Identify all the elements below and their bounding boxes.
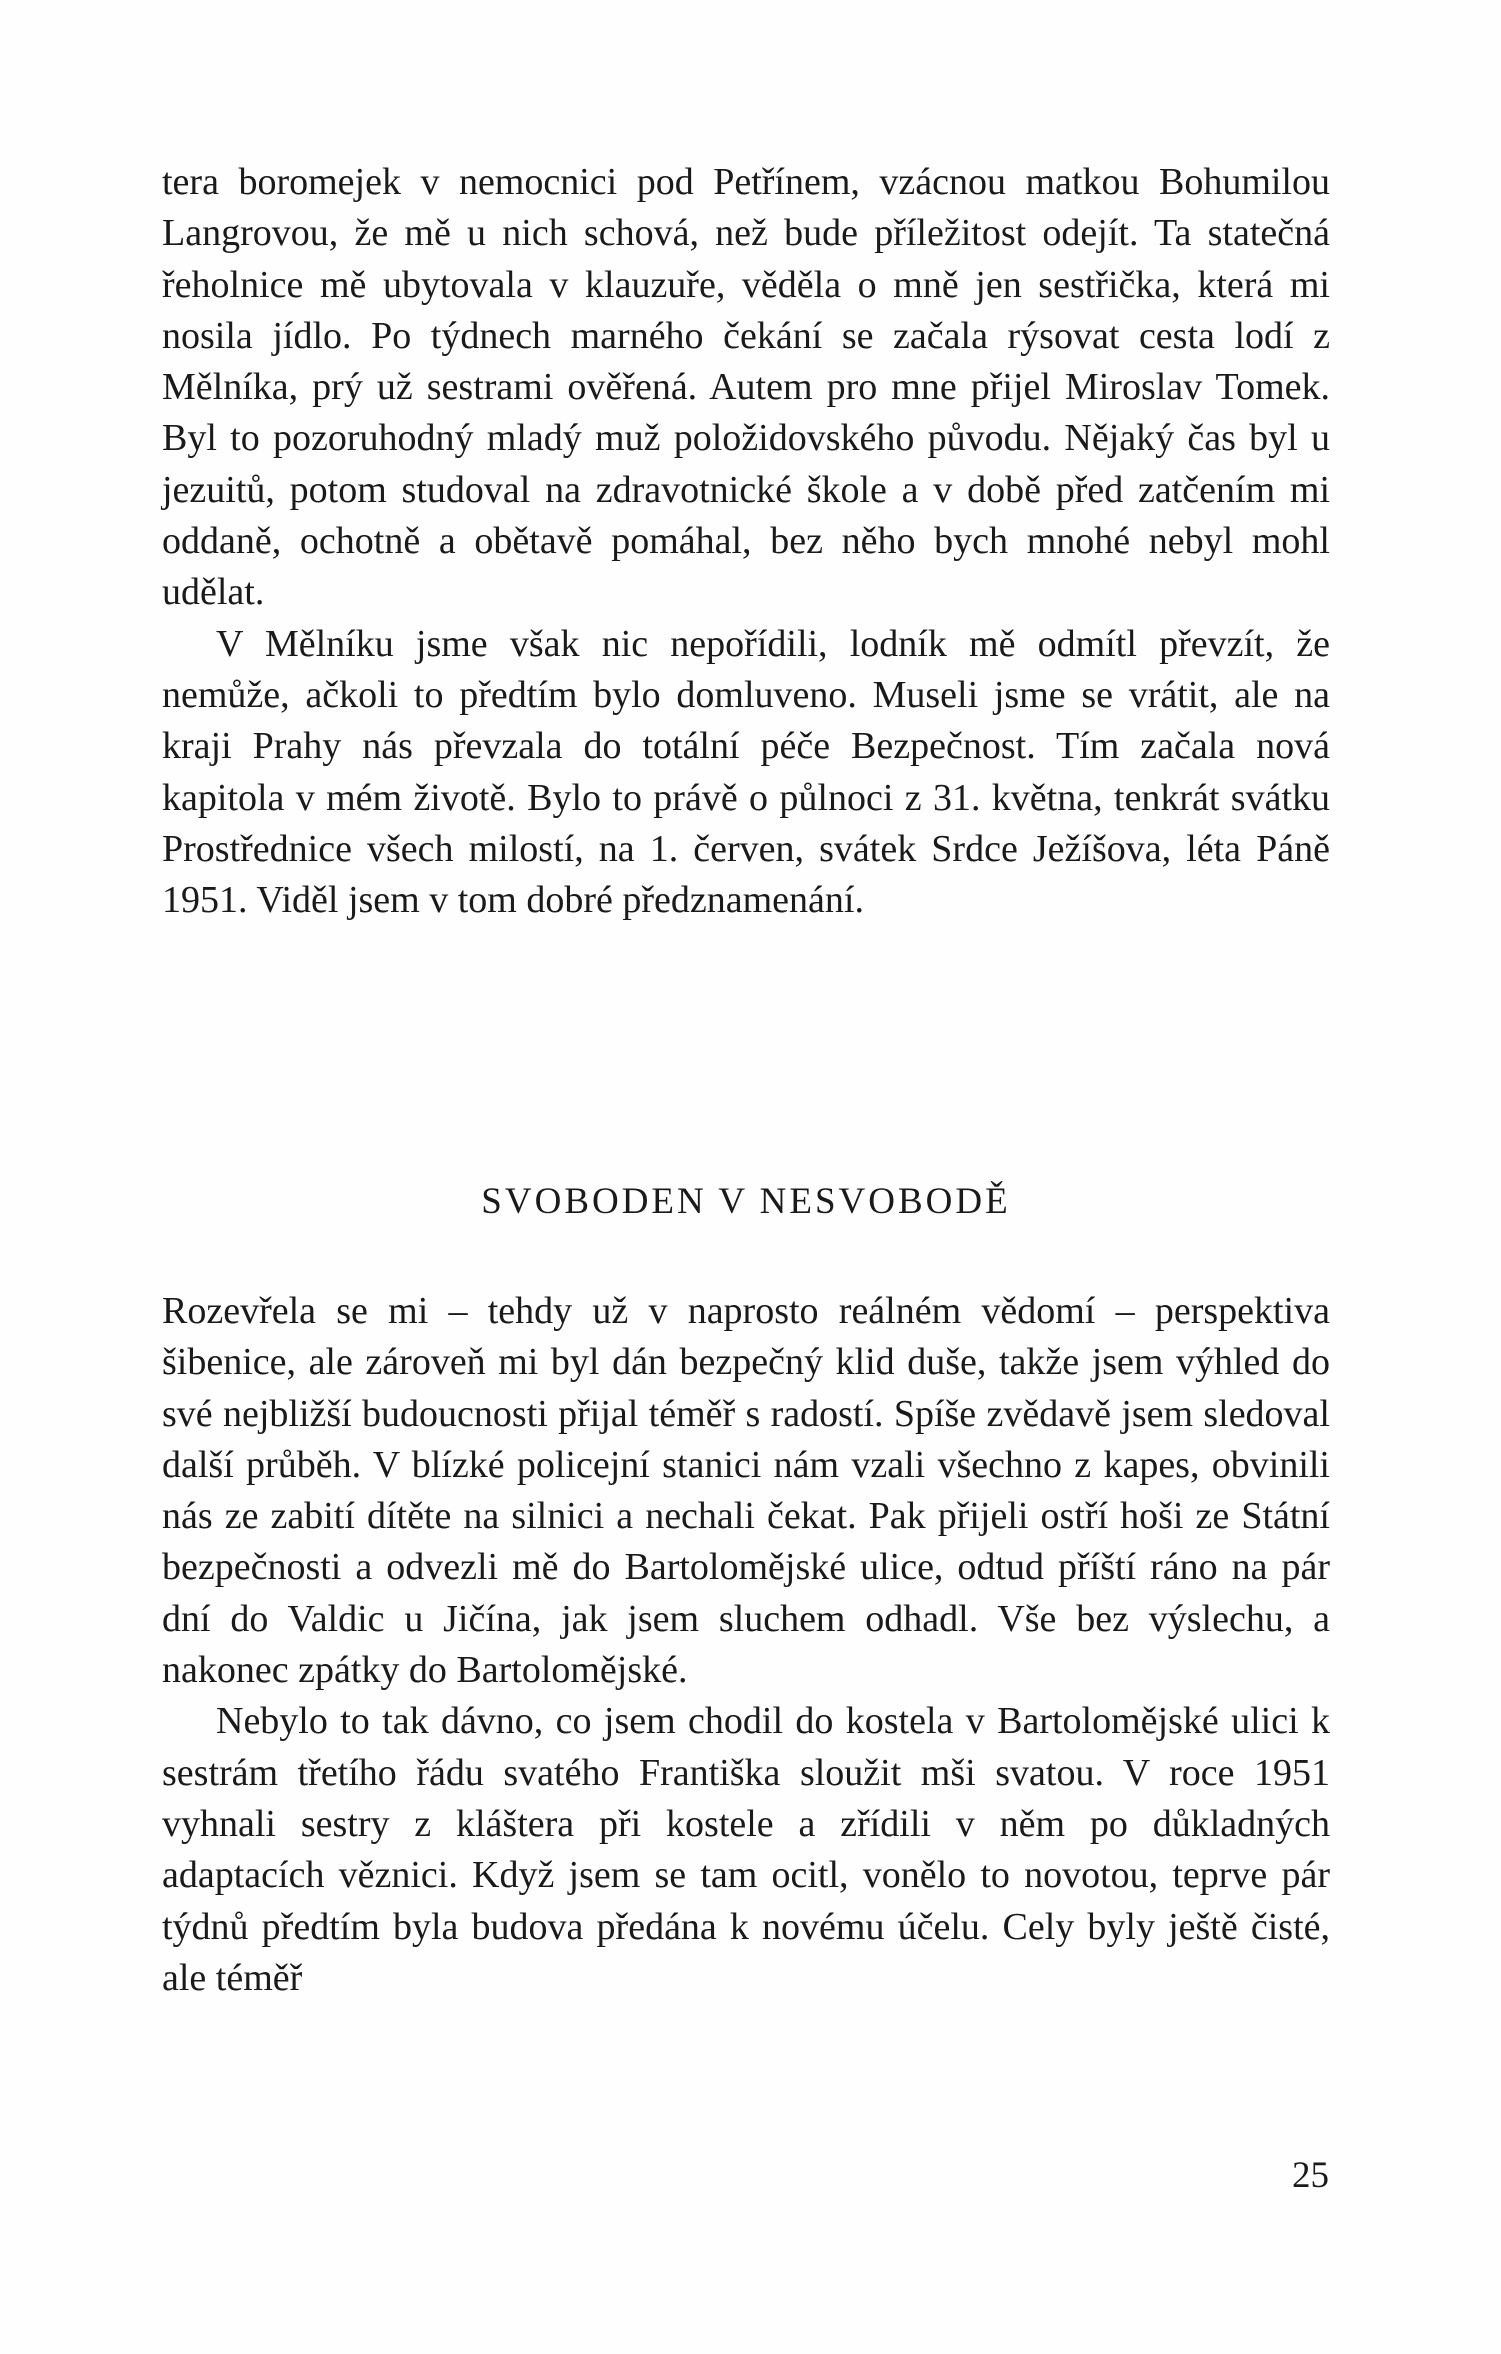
paragraph-melnik: V Mělníku jsme však nic nepořídili, lodník mě odmítl převzít, že nemůže, ačkoli to předtím bylo domluveno. Museli jsme se vrátit, ale na kraji Prahy nás převzala do totální péče Bezpečnost. Tím začala nová kapitola v mém životě. Bylo to právě o půlnoci z 31. května, tenkrát svátku Prostřednice všech milostí, na 1. červen, svátek Srdce Ježíšova, léta Páně 1951. Viděl jsem v tom dobré předznamenání. [162, 622, 1330, 922]
paragraph-perspective: Rozevřela se mi – tehdy už v naprosto reálném vědomí – perspektiva šibenice, ale zároveň mi byl dán bezpečný klid duše, takže jsem výhled do své nejbližší budoucnosti přijal téměř s radostí. Spíše zvědavě jsem sledoval další průběh. V blízké policejní stanici nám vzali všechno z kapes, obvinili nás ze zabití dítěte na silnici a nechali čekat. Pak přijeli ostří hoši ze Státní bezpečnosti a odvezli mě do Bartolomějské ulice, odtud příští ráno na pár dní do Valdic u Jičína, jak jsem sluchem odhadl. Vše bez výslechu, a nakonec zpátky do Bartolomějské. [162, 1290, 1330, 1692]
paragraph-continued: tera boromejek v nemocnici pod Petřínem, vzácnou matkou Bohumilou Langrovou, že mě u nich schová, než bude příležitost odejít. Ta statečná řeholnice mě ubytovala v klauzuře, věděla o mně jen sestřička, která mi nosila jídlo. Po týdnech marného čekání se začala rýsovat cesta lodí z Mělníka, prý už sestrami ověřená. Autem pro mne přijel Miroslav Tomek. Byl to pozoruhodný mladý muž položidovského původu. Nějaký čas byl u jezuitů, potom studoval na zdravotnické škole a v době před zatčením mi oddaně, ochotně a obětavě pomáhal, bez něho bych mnohé nebyl mohl udělat. [162, 161, 1330, 614]
page-number: 25 [1292, 2155, 1329, 2196]
text-block-bottom [162, 1286, 1330, 2004]
paragraph-bartolomejska: Nebylo to tak dávno, co jsem chodil do kostela v Bartolomějské ulici k sestrám třetího řádu svatého Františka sloužit mši svatou. V roce 1951 vyhnali sestry z kláštera při kostele a zřídili v něm po důkladných adaptacích věznici. Když jsem se tam ocitl, vonělo to novotou, teprve pár týdnů předtím byla budova předána k novému účelu. Cely byly ještě čisté, ale téměř [162, 1700, 1330, 1999]
section-heading: SVOBODEN V NESVOBODĚ [481, 1181, 1011, 1222]
text-block-top [162, 157, 1330, 926]
